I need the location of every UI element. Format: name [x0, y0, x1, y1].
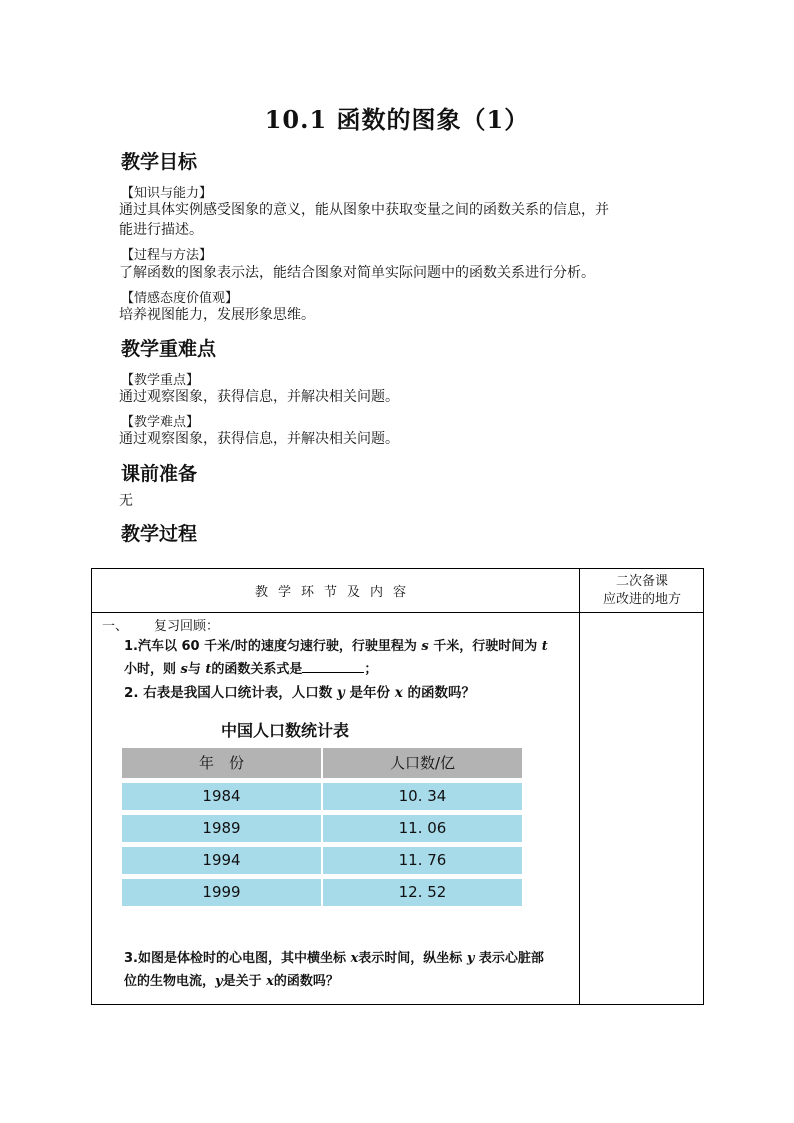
knowledge-line-1: 通过具体实例感受图象的意义，能从图象中获取变量之间的函数关系的信息，并 [119, 202, 609, 218]
population-column-header: 人口数/亿 [389, 754, 456, 772]
key-points-heading: 教学重难点 [121, 338, 217, 360]
section-number: 一、 [102, 619, 129, 634]
year-cell: 1989 [202, 819, 241, 837]
emotion-text: 培养视图能力，发展形象思维。 [119, 307, 315, 323]
process-text: 了解函数的图象表示法，能结合图象对简单实际问题中的函数关系进行分析。 [119, 265, 595, 281]
page-title: 10.1 函数的图象（1） [264, 105, 530, 134]
question-1-line-2: 小时，则 s与 t的函数关系式是 ； [124, 662, 378, 677]
population-cell: 11. 76 [398, 851, 447, 869]
preparation-heading: 课前准备 [121, 463, 198, 485]
table-row [122, 783, 522, 810]
table-row [122, 847, 522, 874]
objectives-heading: 教学目标 [121, 151, 198, 173]
table-divider [579, 569, 580, 1004]
answer-blank [302, 660, 364, 673]
preparation-text: 无 [119, 493, 133, 509]
process-heading: 教学过程 [121, 523, 198, 545]
question-2: 2. 右表是我国人口统计表，人口数 y 是年份 x 的函数吗？ [124, 685, 475, 701]
table-row [122, 879, 522, 906]
question-1-line-1: 1.汽车以 60 千米/时的速度匀速行驶，行驶里程为 s 千米，行驶时间为 t [124, 639, 548, 654]
focus-text: 通过观察图象，获得信息，并解决相关问题。 [119, 389, 399, 405]
population-table [122, 748, 522, 906]
population-cell: 10. 34 [398, 787, 447, 805]
year-cell: 1994 [202, 851, 241, 869]
population-table-title: 中国人口数统计表 [221, 721, 350, 740]
year-cell: 1999 [202, 883, 241, 901]
year-column-header: 年 份 [198, 754, 244, 772]
table-header-content: 教学环节及内容 [254, 585, 416, 600]
table-header-line [92, 612, 703, 613]
difficulty-text: 通过观察图象，获得信息，并解决相关问题。 [119, 431, 399, 447]
population-table-header [122, 748, 522, 778]
table-header-notes [579, 573, 705, 609]
question-3-line-2: 位的生物电流，y是关于 x的函数吗？ [124, 974, 339, 989]
focus-label: 【教学重点】 [121, 373, 200, 388]
population-cell: 12. 52 [398, 883, 447, 901]
population-cell: 11. 06 [398, 819, 447, 837]
difficulty-label: 【教学难点】 [121, 415, 200, 430]
header-notes-line-2: 应改进的地方 [602, 592, 681, 607]
question-3-line-1: 3.如图是体检时的心电图，其中横坐标 x表示时间，纵坐标 y 表示心脏部 [124, 951, 544, 966]
knowledge-label: 【知识与能力】 [121, 186, 213, 201]
header-notes-line-1: 二次备课 [615, 574, 668, 589]
knowledge-line-2: 能进行描述。 [119, 222, 203, 238]
table-row [122, 815, 522, 842]
section-title: 复习回顾： [154, 619, 220, 634]
process-label: 【过程与方法】 [121, 248, 213, 263]
emotion-label: 【情感态度价值观】 [121, 291, 239, 306]
year-cell: 1984 [202, 787, 241, 805]
